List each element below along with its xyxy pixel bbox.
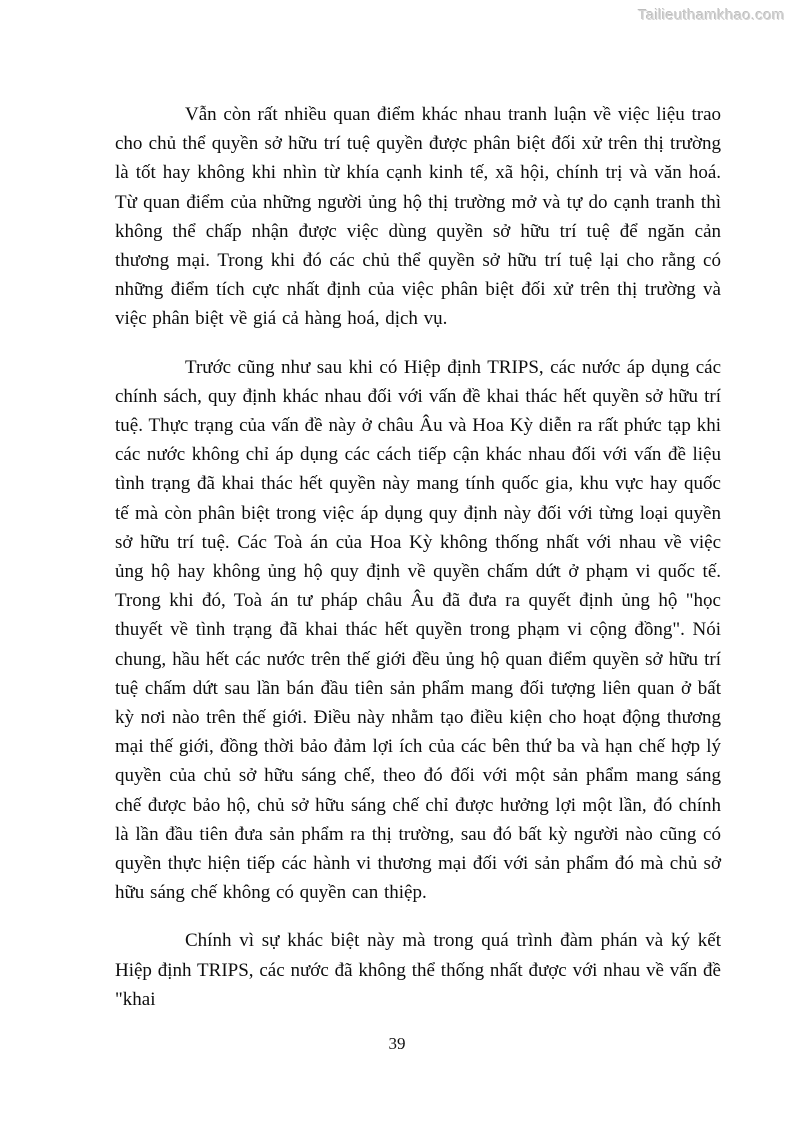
- watermark: Tailieuthamkhao.com: [638, 7, 785, 24]
- paragraph: Trước cũng như sau khi có Hiệp định TRIPS, các nước áp dụng các chính sách, quy định khác nhau đối với vấn đề khai thác hết quyền sở hữu trí tuệ. Thực trạng của vấn đề này ở châu Âu và Hoa Kỳ diễn ra rất phức tạp khi các nước không chỉ áp dụng các cách tiếp cận khác nhau đối với vấn đề liệu tình trạng đã khai thác hết quyền này mang tính quốc gia, khu vực hay quốc tế mà còn phân biệt trong việc áp dụng quy định này đối với từng loại quyền sở hữu trí tuệ. Các Toà án của Hoa Kỳ không thống nhất với nhau về việc ủng hộ hay không ủng hộ quy định về quyền chấm dứt ở phạm vi quốc tế. Trong khi đó, Toà án tư pháp châu Âu đã đưa ra quyết định ủng hộ "học thuyết về tình trạng đã khai thác hết quyền trong phạm vi cộng đồng". Nói chung, hầu hết các nước trên thế giới đều ủng hộ quan điểm quyền sở hữu trí tuệ chấm dứt sau lần bán đầu tiên sản phẩm mang đối tượng liên quan ở bất kỳ nơi nào trên thế giới. Điều này nhằm tạo điều kiện cho hoạt động thương mại thế giới, đồng thời bảo đảm lợi ích của các bên thứ ba và hạn chế hợp lý quyền của chủ sở hữu sáng chế, theo đó đối với một sản phẩm mang sáng chế được bảo hộ, chủ sở hữu sáng chế chỉ được hưởng lợi một lần, đó chính là lần đầu tiên đưa sản phẩm ra thị trường, sau đó bất kỳ người nào cũng có quyền thực hiện tiếp các hành vi thương mại đối với sản phẩm đó mà chủ sở hữu sáng chế không có quyền can thiệp.: [115, 356, 721, 904]
- paragraph: Chính vì sự khác biệt này mà trong quá trình đàm phán và ký kết Hiệp định TRIPS, các nước đã không thể thống nhất được với nhau về vấn đề "khai: [115, 930, 721, 1010]
- page-number: 39: [388, 1034, 406, 1053]
- paragraph: Vẫn còn rất nhiều quan điểm khác nhau tranh luận về việc liệu trao cho chủ thể quyền sở hữu trí tuệ quyền được phân biệt đối xử trên thị trường là tốt hay không khi nhìn từ khía cạnh kinh tế, xã hội, chính trị và văn hoá. Từ quan điểm của những người ủng hộ thị trường mở và tự do cạnh tranh thì không thể chấp nhận được việc dùng quyền sở hữu trí tuệ để ngăn cản thương mại. Trong khi đó các chủ thể quyền sở hữu trí tuệ lại cho rằng có những điểm tích cực nhất định của việc phân biệt đối xử trên thị trường và việc phân biệt về giá cả hàng hoá, dịch vụ.: [115, 104, 721, 330]
- page-body-text: [115, 100, 721, 1033]
